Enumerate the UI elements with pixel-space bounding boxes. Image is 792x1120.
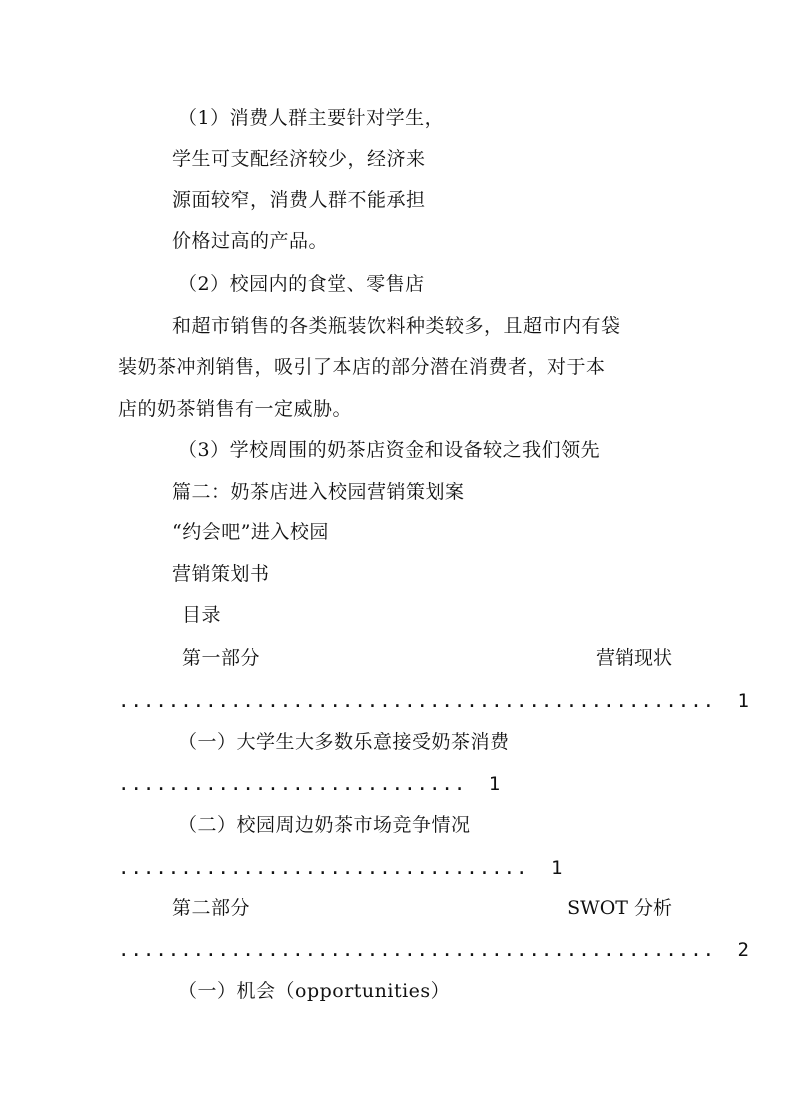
toc-leader [118, 772, 501, 796]
heading-line: “约会吧”进入校园 [172, 521, 329, 543]
toc-entry-right: SWOT 分析 [567, 897, 672, 919]
toc-leader [118, 856, 563, 880]
toc-page-number: 1 [488, 773, 502, 795]
toc-entry-right: 营销现状 [595, 647, 672, 669]
paragraph-line: （3）学校周围的奶茶店资金和设备较之我们领先 [178, 439, 601, 461]
toc-heading: 目录 [182, 604, 222, 626]
toc-entry-title: 第一部分 [182, 647, 261, 669]
paragraph-line: 价格过高的产品。 [172, 230, 329, 252]
toc-entry-title: （二）校园周边奶茶市场竞争情况 [178, 814, 471, 836]
toc-entry-title: （一）机会（opportunities） [178, 980, 451, 1002]
paragraph-line: 源面较窄，消费人群不能承担 [172, 189, 426, 211]
toc-leader-dots: ............................ [118, 773, 467, 795]
toc-leader [118, 689, 750, 713]
toc-entry-title: 第二部分 [172, 897, 251, 919]
paragraph-line: 学生可支配经济较少，经济来 [172, 148, 426, 170]
toc-leader-dots: ................................................ [118, 690, 716, 712]
paragraph-line: 装奶茶冲剂销售，吸引了本店的部分潜在消费者，对于本 [118, 356, 606, 378]
toc-page-number: 1 [737, 690, 750, 712]
paragraph-line: （2）校园内的食堂、零售店 [178, 273, 425, 295]
paragraph-line: 店的奶茶销售有一定威胁。 [118, 398, 353, 420]
toc-leader [118, 938, 750, 962]
heading-line: 营销策划书 [172, 563, 270, 585]
toc-page-number: 2 [737, 939, 750, 961]
paragraph-line: 和超市销售的各类瓶装饮料种类较多，且超市内有袋 [172, 315, 621, 337]
toc-page-number: 1 [550, 857, 564, 879]
toc-entry-title: （一）大学生大多数乐意接受奶茶消费 [178, 731, 510, 753]
toc-leader-dots: ................................................ [118, 939, 716, 961]
toc-leader-dots: ................................. [118, 857, 529, 879]
paragraph-line: （1）消费人群主要针对学生， [178, 107, 445, 129]
section-title: 篇二：奶茶店进入校园营销策划案 [172, 481, 465, 503]
